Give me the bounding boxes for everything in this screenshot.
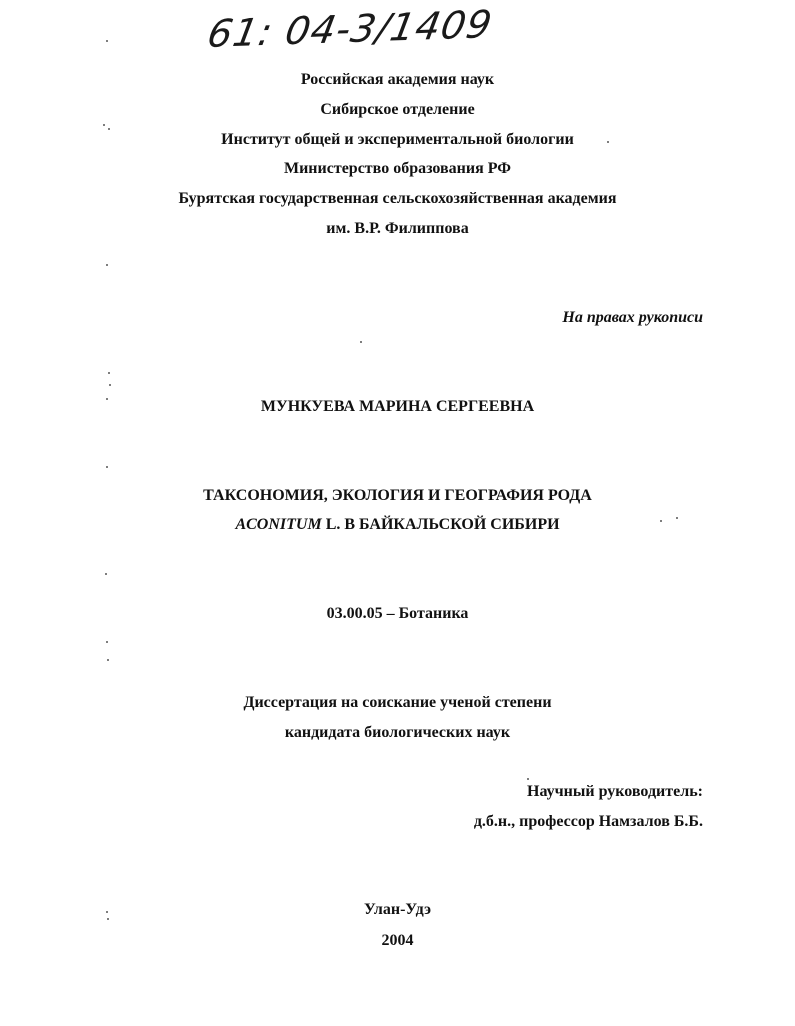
thesis-title-line-1: ТАКСОНОМИЯ, ЭКОЛОГИЯ И ГЕОГРАФИЯ РОДА [203, 487, 592, 504]
archive-handwritten-mark: 61: 04-3/1409 [204, 2, 496, 56]
org-line-institute: Институт общей и экспериментальной биологии [221, 131, 574, 148]
scan-speck [106, 264, 108, 266]
supervisor-label: Научный руководитель: [527, 783, 703, 800]
org-line-named-after: им. В.Р. Филиппова [326, 220, 469, 237]
scan-speck [106, 466, 108, 468]
scan-speck [527, 778, 529, 780]
year: 2004 [381, 932, 414, 949]
scan-speck [109, 384, 111, 386]
city: Улан-Удэ [363, 901, 432, 918]
scan-speck [660, 520, 662, 522]
scan-speck [103, 124, 105, 126]
scan-speck [106, 398, 108, 400]
scan-speck [360, 341, 362, 343]
manuscript-note: На правах рукописи [562, 309, 703, 326]
scan-speck [106, 641, 108, 643]
scan-speck [108, 128, 110, 130]
scan-speck [105, 573, 107, 575]
org-line-academy: Российская академия наук [300, 71, 495, 88]
org-line-branch: Сибирское отделение [320, 101, 475, 118]
scan-speck [106, 40, 108, 42]
supervisor-name: д.б.н., профессор Намзалов Б.Б. [473, 813, 703, 830]
scan-speck [106, 911, 108, 913]
author-name: МУНКУЕВА МАРИНА СЕРГЕЕВНА [260, 398, 535, 415]
scan-speck [676, 517, 678, 519]
org-line-agri-academy: Бурятская государственная сельскохозяйственная академия [178, 190, 617, 207]
org-line-ministry: Министерство образования РФ [283, 160, 512, 177]
degree-line-2: кандидата биологических наук [284, 724, 511, 741]
degree-line-1: Диссертация на соискание ученой степени [243, 694, 552, 711]
genus-name: ACONITUM [235, 516, 322, 533]
thesis-title-line-2-rest: L. В БАЙКАЛЬСКОЙ СИБИРИ [321, 516, 560, 533]
scan-speck [108, 372, 110, 374]
scan-speck [107, 918, 109, 920]
specialty-code: 03.00.05 – Ботаника [326, 605, 469, 622]
scan-speck [107, 659, 109, 661]
scan-speck [607, 141, 609, 143]
